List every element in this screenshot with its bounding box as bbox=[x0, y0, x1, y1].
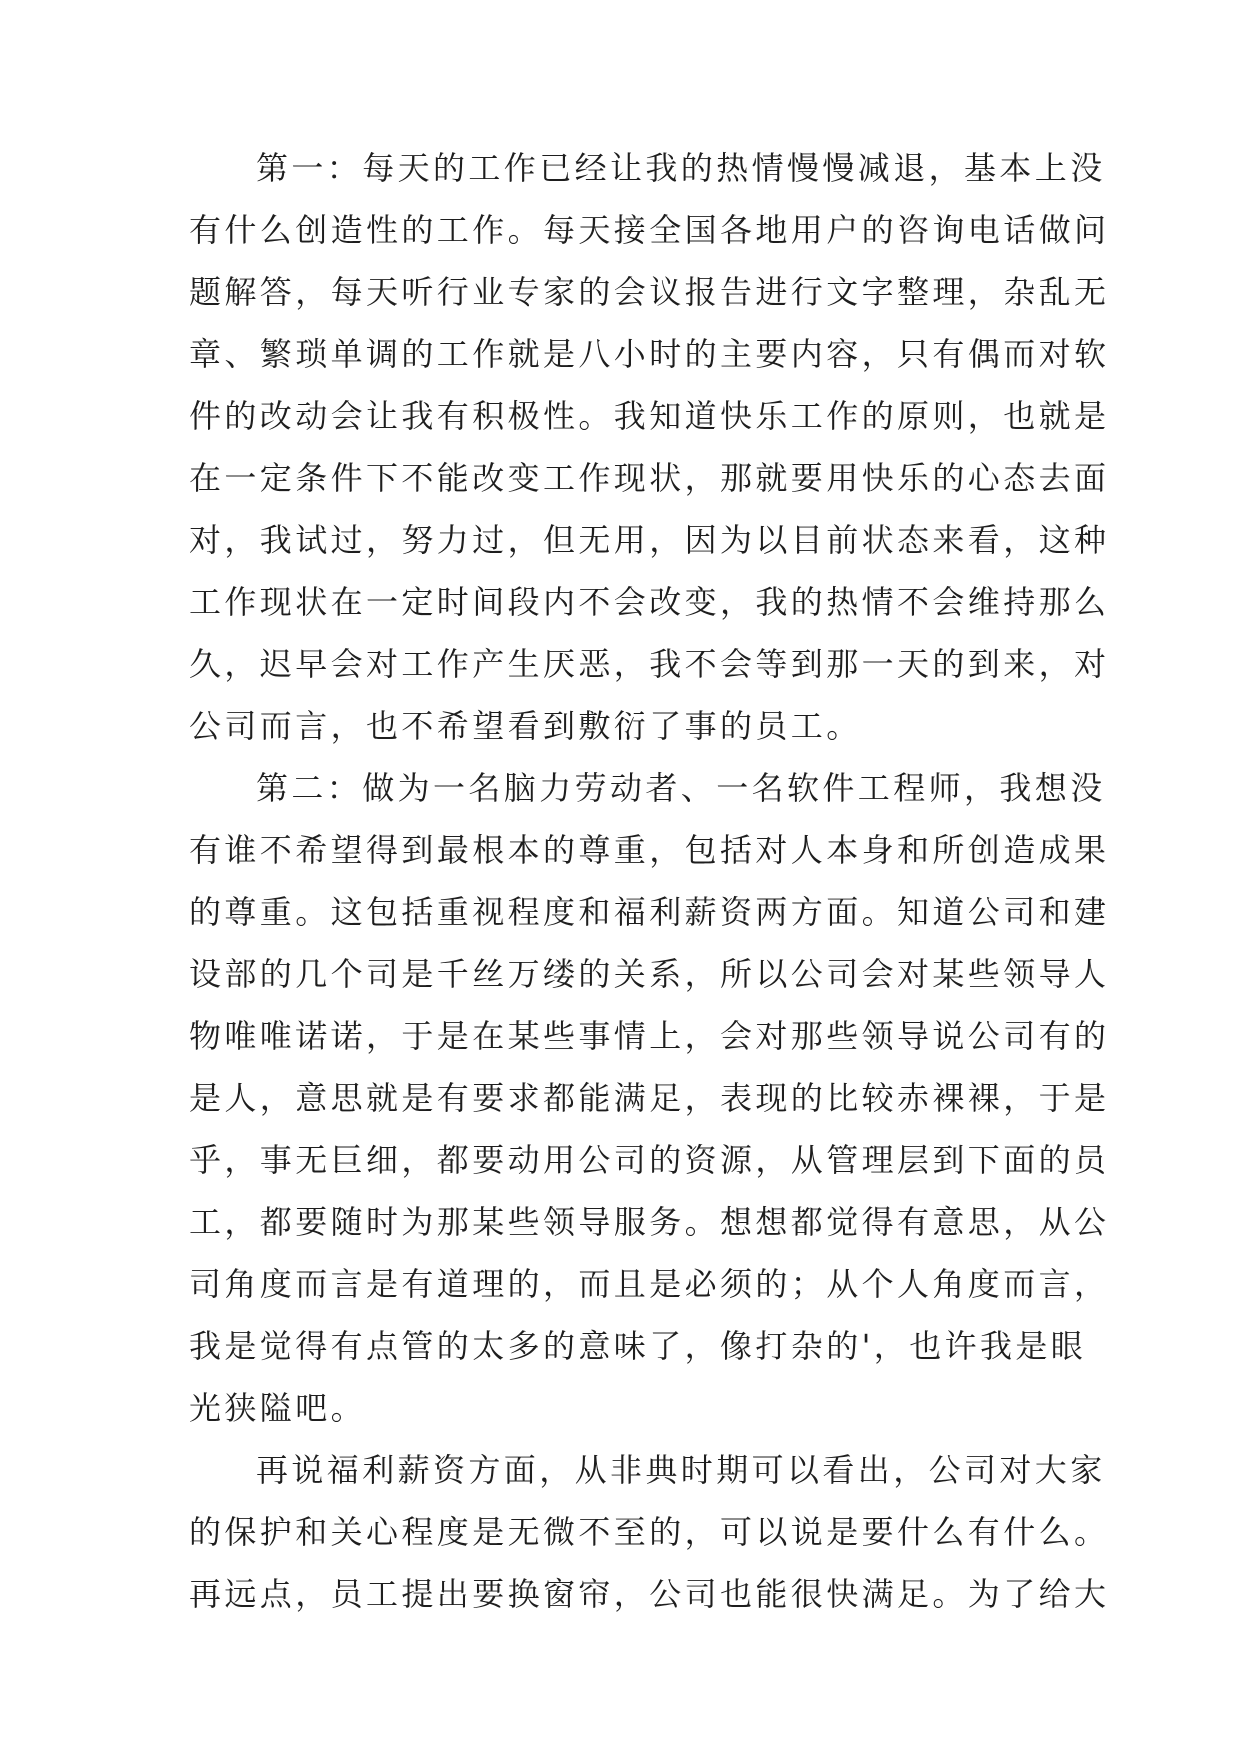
paragraph-2-line-8: 工，都要随时为那某些领导服务。想想都觉得有意思，从公 bbox=[189, 1203, 1110, 1241]
paragraph-2-line-6: 是人，意思就是有要求都能满足，表现的比较赤裸裸，于是 bbox=[189, 1079, 1110, 1117]
paragraph-2-line-7: 乎，事无巨细，都要动用公司的资源，从管理层到下面的员 bbox=[189, 1141, 1110, 1179]
paragraph-1-line-5: 件的改动会让我有积极性。我知道快乐工作的原则，也就是 bbox=[189, 397, 1110, 435]
paragraph-1-line-3: 题解答，每天听行业专家的会议报告进行文字整理，杂乱无 bbox=[189, 273, 1110, 311]
paragraph-2-line-11: 光狭隘吧。 bbox=[189, 1389, 367, 1427]
paragraph-1-line-6: 在一定条件下不能改变工作现状，那就要用快乐的心态去面 bbox=[189, 459, 1110, 497]
paragraph-2-line-3: 的尊重。这包括重视程度和福利薪资两方面。知道公司和建 bbox=[189, 893, 1110, 931]
paragraph-1-line-10: 公司而言，也不希望看到敷衍了事的员工。 bbox=[189, 707, 862, 745]
paragraph-1-line-2: 有什么创造性的工作。每天接全国各地用户的咨询电话做问 bbox=[189, 211, 1110, 249]
paragraph-2-line-9: 司角度而言是有道理的，而且是必须的；从个人角度而言， bbox=[189, 1265, 1110, 1303]
paragraph-2-line-4: 设部的几个司是千丝万缕的关系，所以公司会对某些领导人 bbox=[189, 955, 1110, 993]
paragraph-3-line-3: 再远点，员工提出要换窗帘，公司也能很快满足。为了给大 bbox=[189, 1575, 1110, 1613]
paragraph-2-line-5: 物唯唯诺诺，于是在某些事情上，会对那些领导说公司有的 bbox=[189, 1017, 1110, 1055]
paragraph-1-line-7: 对，我试过，努力过，但无用，因为以目前状态来看，这种 bbox=[189, 521, 1110, 559]
paragraph-2-line-2: 有谁不希望得到最根本的尊重，包括对人本身和所创造成果 bbox=[189, 831, 1110, 869]
paragraph-3-line-1: 再说福利薪资方面，从非典时期可以看出，公司对大家 bbox=[256, 1451, 1106, 1489]
paragraph-1-line-1: 第一：每天的工作已经让我的热情慢慢减退，基本上没 bbox=[256, 149, 1106, 187]
paragraph-3-line-2: 的保护和关心程度是无微不至的，可以说是要什么有什么。 bbox=[189, 1513, 1110, 1551]
paragraph-2-line-10: 我是觉得有点管的太多的意味了，像打杂的'，也许我是眼 bbox=[189, 1327, 1087, 1365]
paragraph-1-line-8: 工作现状在一定时间段内不会改变，我的热情不会维持那么 bbox=[189, 583, 1110, 621]
paragraph-1-line-4: 章、繁琐单调的工作就是八小时的主要内容，只有偶而对软 bbox=[189, 335, 1110, 373]
paragraph-1-line-9: 久，迟早会对工作产生厌恶，我不会等到那一天的到来，对 bbox=[189, 645, 1110, 683]
paragraph-2-line-1: 第二：做为一名脑力劳动者、一名软件工程师，我想没 bbox=[256, 769, 1106, 807]
